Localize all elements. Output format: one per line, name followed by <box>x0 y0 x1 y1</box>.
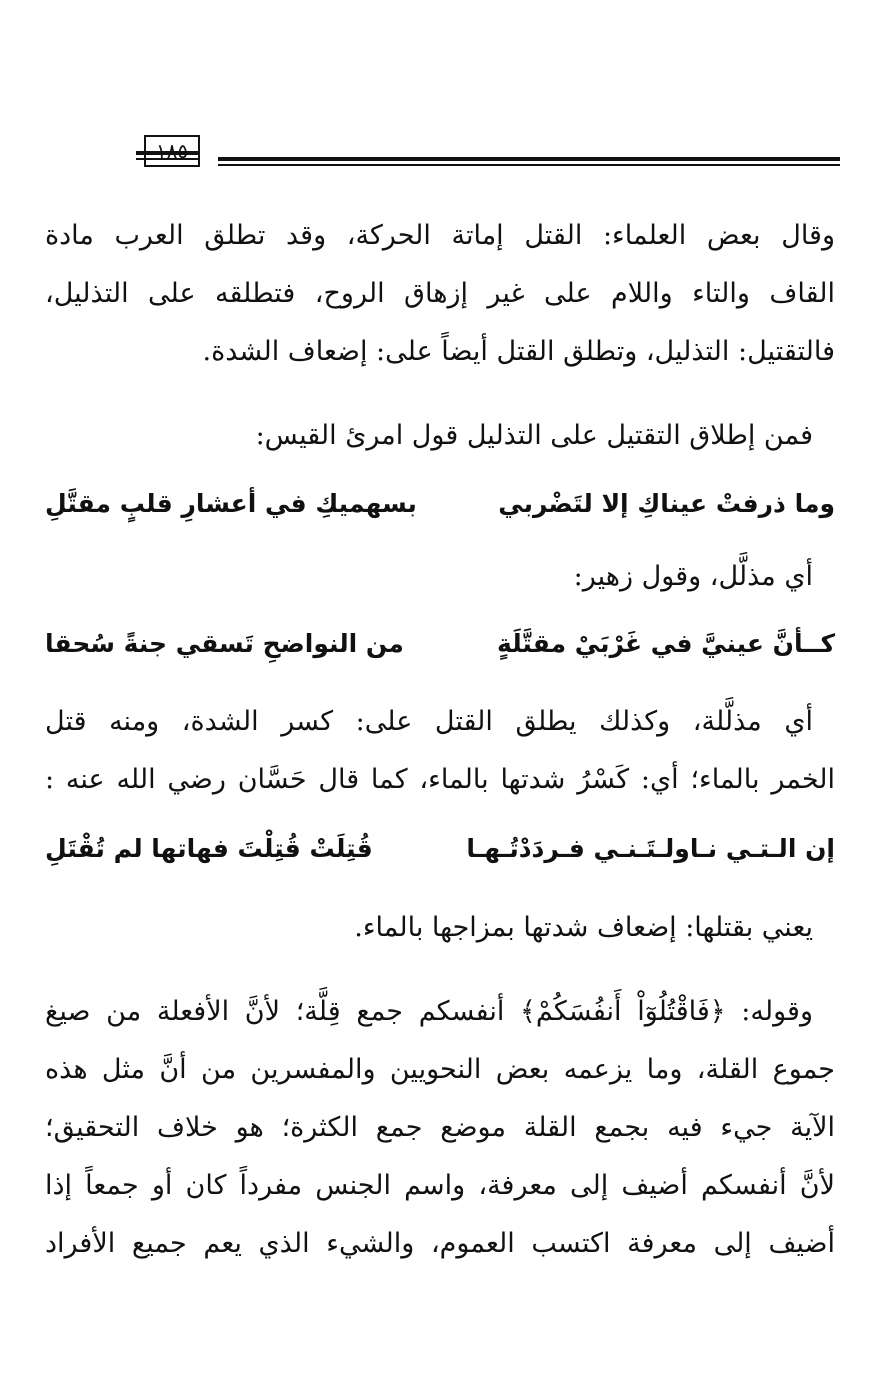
verse-second-hemistich: من النواضحِ تَسقي جنةً سُحقا <box>45 629 404 658</box>
verse-first-hemistich: إن الـتـي نـاولـتَـنـي فـردَدْتُـهـا <box>466 834 835 863</box>
header-rule-long <box>218 157 840 166</box>
text-line: القاف والتاء واللام على غير إزهاق الروح، فتطلقه على التذليل، <box>45 278 835 309</box>
verse-first-hemistich: وما ذرفتْ عيناكِ إلا لتَضْربي <box>498 489 835 518</box>
text-line: يعني بقتلها: إضعاف شدتها بمزاجها بالماء. <box>354 912 813 943</box>
text-line: أي مذلَّل، وقول زهير: <box>573 561 813 592</box>
text-line: جموع القلة، وما يزعمه بعض النحويين والمفسرين من أنَّ مثل هذه <box>45 1054 835 1085</box>
poetry-verse <box>45 825 835 873</box>
verse-second-hemistich: قُتِلَتْ قُتِلْتَ فهاتها لم تُقْتَلِ <box>45 834 373 863</box>
verse-second-hemistich: بسهميكِ في أعشارِ قلبٍ مقتَّلِ <box>45 489 417 518</box>
verse-first-hemistich: كــأنَّ عينيَّ في غَرْبَيْ مقتَّلَةٍ <box>497 629 835 658</box>
text-line: وقوله: ﴿فَاقْتُلُوٓاْ أَنفُسَكُمْ﴾ أنفسكم جمع قِلَّة؛ لأنَّ الأفعلة من صيغ <box>45 996 813 1027</box>
text-line: فالتقتيل: التذليل، وتطلق القتل أيضاً على: إضعاف الشدة. <box>202 336 835 367</box>
text-line: فمن إطلاق التقتيل على التذليل قول امرئ القيس: <box>255 420 813 451</box>
text-line: الخمر بالماء؛ أي: كَسْرُ شدتها بالماء، كما قال حَسَّان رضي الله عنه : <box>45 764 835 795</box>
poetry-verse <box>45 480 835 528</box>
page-number: ١٨٥ <box>144 135 200 167</box>
text-line: أي مذلَّلة، وكذلك يطلق القتل على: كسر الشدة، ومنه قتل <box>45 706 813 737</box>
text-line: وقال بعض العلماء: القتل إماتة الحركة، وقد تطلق العرب مادة <box>45 220 835 251</box>
poetry-verse <box>45 620 835 668</box>
text-line: الآية جيء فيه بجمع القلة موضع جمع الكثرة؛ هو خلاف التحقيق؛ <box>45 1112 835 1143</box>
page-header <box>72 135 840 175</box>
text-line: لأنَّ أنفسكم أضيف إلى معرفة، واسم الجنس مفرداً كان أو جمعاً إذا <box>45 1170 835 1201</box>
text-line: أضيف إلى معرفة اكتسب العموم، والشيء الذي يعم جميع الأفراد <box>45 1228 835 1259</box>
